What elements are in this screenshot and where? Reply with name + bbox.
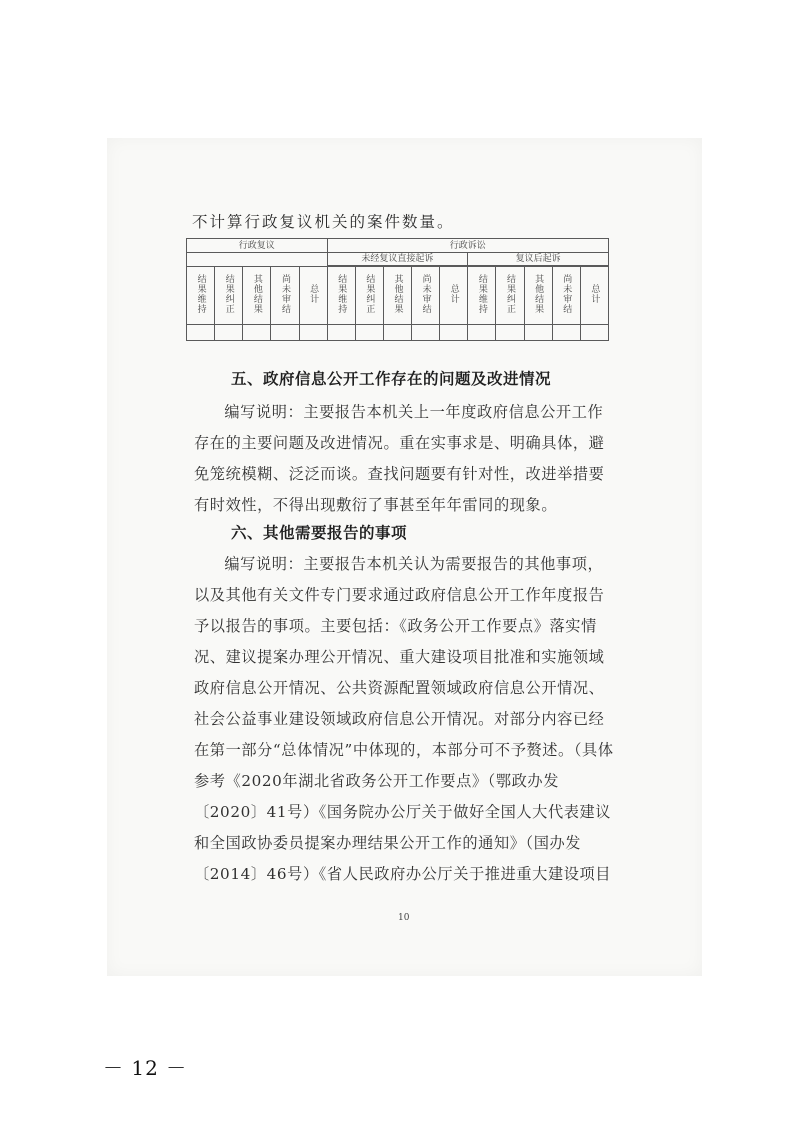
col-corrected: 结果纠正 (355, 267, 383, 325)
empty-cell (552, 325, 580, 341)
review-columns-block (187, 253, 328, 267)
intro-line: 不计算行政复议机关的案件数量。 (192, 213, 455, 231)
section-six-paragraph: 编写说明：主要报告本机关认为需要报告的其他事项，以及其他有关文件专门要求通过政府信息公开工作年度报告予以报告的事项。主要包括：《政务公开工作要点》落实情况、建议提案办理公开情况、重大建设项目批准和实施领域政府信息公开情况、公共资源配置领域政府信息公开情况、社会公益事业建设领域政府信息公开情况。对部分内容已经在第一部分“总体情况”中体现的，本部分可不予赘述。（具体参考《2020年湖北省政务公开工作要点》（鄂政办发〔2020〕41号）《国务院办公厅关于做好全国人大代表建议和全国政协委员提案办理结果公开工作的通知》（国办发〔2014〕46号）《省人民政府办公厅关于推进重大建设项目 (194, 555, 614, 883)
empty-cell (243, 325, 271, 341)
col-pending: 尚未审结 (271, 267, 299, 325)
empty-cell (580, 325, 608, 341)
empty-cell (440, 325, 468, 341)
empty-cell (412, 325, 440, 341)
inner-page-number: 10 (398, 913, 410, 923)
outer-page-number: － 12 － (103, 1056, 188, 1080)
empty-cell (327, 325, 355, 341)
header-admin-litigation: 行政诉讼 (327, 239, 608, 253)
col-pending: 尚未审结 (552, 267, 580, 325)
empty-cell (355, 325, 383, 341)
header-admin-review: 行政复议 (187, 239, 328, 253)
section-five-paragraph: 编写说明：主要报告本机关上一年度政府信息公开工作存在的主要问题及改进情况。重在实事求是、明确具体，避免笼统模糊、泛泛而谈。查找问题要有针对性，改进举措要有时效性，不得出现敷衍了事甚至年年雷同的现象。 (194, 403, 605, 514)
section-five-body (194, 397, 616, 521)
case-statistics-table (186, 238, 609, 341)
empty-cell (524, 325, 552, 341)
section-six-heading: 六、其他需要报告的事项 (231, 524, 408, 542)
col-other: 其他结果 (243, 267, 271, 325)
col-other: 其他结果 (524, 267, 552, 325)
empty-cell (496, 325, 524, 341)
col-upheld: 结果维持 (187, 267, 215, 325)
col-corrected: 结果纠正 (496, 267, 524, 325)
header-direct-suit: 未经复议直接起诉 (327, 253, 468, 266)
empty-cell (299, 325, 327, 341)
col-upheld: 结果维持 (327, 267, 355, 325)
empty-cell (383, 325, 411, 341)
empty-cell (468, 325, 496, 341)
section-five-heading: 五、政府信息公开工作存在的问题及改进情况 (231, 370, 552, 388)
col-total: 总计 (440, 267, 468, 325)
empty-cell (271, 325, 299, 341)
col-other: 其他结果 (383, 267, 411, 325)
header-after-review-suit: 复议后起诉 (468, 253, 609, 266)
col-total: 总计 (580, 267, 608, 325)
empty-cell (215, 325, 243, 341)
col-upheld: 结果维持 (468, 267, 496, 325)
col-total: 总计 (299, 267, 327, 325)
col-corrected: 结果纠正 (215, 267, 243, 325)
section-six-body (194, 549, 616, 890)
empty-cell (187, 325, 215, 341)
col-pending: 尚未审结 (412, 267, 440, 325)
